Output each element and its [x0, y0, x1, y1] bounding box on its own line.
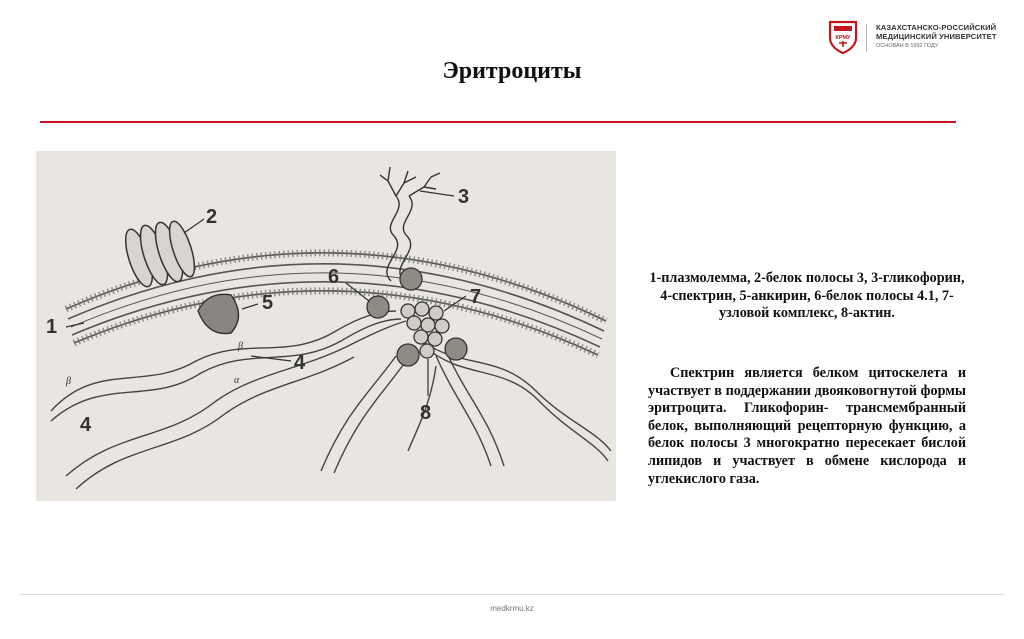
title-divider	[40, 121, 956, 123]
logo-divider	[866, 24, 867, 52]
spectrin	[51, 311, 611, 489]
membrane-diagram	[36, 151, 616, 501]
university-logo	[828, 20, 1018, 56]
label-alpha: α	[234, 375, 240, 386]
footer-site: medkrmu.kz	[490, 604, 534, 613]
label-6: 6	[328, 266, 340, 288]
label-4-lower: 4	[80, 414, 92, 436]
membrane-diagram-svg	[36, 151, 616, 501]
label-2-pointer	[184, 219, 204, 233]
shield-icon	[828, 20, 858, 54]
ankyrin	[198, 294, 239, 333]
founded-text: ОСНОВАН В 1992 ГОДУ	[876, 43, 939, 49]
logo-text: КРМУ	[835, 35, 851, 41]
label-2: 2	[206, 206, 218, 228]
label-7: 7	[470, 286, 482, 308]
page-title: Эритроциты	[442, 58, 582, 84]
description-paragraph: Спектрин является белком цитоскелета и участвует в поддержании двояковогнутой формы эритроцита. Гликофорин- трансмембранный белок, выполняющий рецепторную функцию, а белок полосы 3 многократно пересекает бислой липидов и участвует в обмене кислорода и углекислого газа.	[648, 365, 966, 487]
footer-divider	[20, 594, 1004, 595]
label-1-pointer	[66, 323, 84, 327]
university-name-line1: КАЗАХСТАНСКО-РОССИЙСКИЙ	[876, 23, 997, 32]
label-1: 1	[46, 316, 58, 338]
university-name-line2: МЕДИЦИНСКИЙ УНИВЕРСИТЕТ	[876, 32, 997, 41]
label-8: 8	[420, 402, 432, 424]
label-4: 4	[294, 352, 306, 374]
label-beta-2: β	[66, 376, 71, 387]
label-5-pointer	[242, 304, 258, 309]
label-beta-1: β	[238, 341, 243, 352]
label-3-pointer	[420, 191, 454, 196]
university-name	[876, 23, 997, 41]
label-3: 3	[458, 186, 470, 208]
label-5: 5	[262, 292, 274, 314]
figure-legend: 1-плазмолемма, 2-белок полосы 3, 3-гликофорин, 4-спектрин, 5-анкирин, 6-белок полосы 4.1, 7-узловой комплекс, 8-актин.	[649, 270, 965, 322]
